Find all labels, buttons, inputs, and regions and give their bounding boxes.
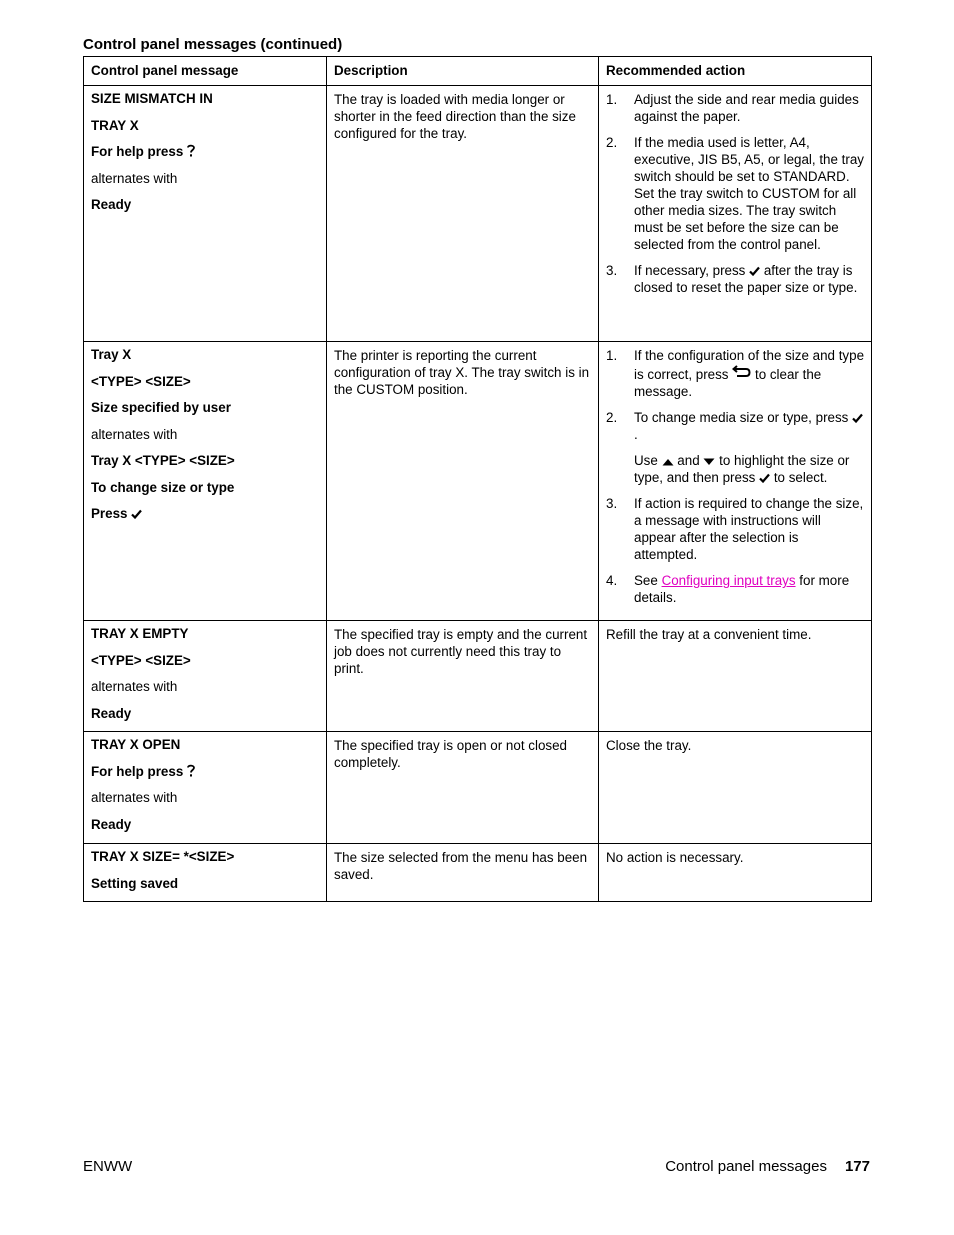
description-text: The specified tray is empty and the current job does not currently need this tray to print. xyxy=(334,627,588,676)
message-line xyxy=(91,764,320,781)
step-number: 2. xyxy=(606,135,618,150)
footer-section-title: Control panel messages xyxy=(665,1158,827,1175)
message-line: Size specified by user xyxy=(91,400,231,415)
help-icon xyxy=(187,144,195,157)
step-text: after the tray is closed to reset the paper size or type. xyxy=(634,263,858,295)
step-text: and xyxy=(677,453,700,468)
step-text: If necessary, press xyxy=(634,263,746,278)
step-text: If action is required to change the size, a message with instructions will appear after the selection is attempted. xyxy=(634,496,864,562)
message-line: <TYPE> <SIZE> xyxy=(91,373,191,389)
message-line: TRAY X OPEN xyxy=(91,737,181,752)
column-header-message: Control panel message xyxy=(84,57,327,86)
action-cell xyxy=(599,86,872,342)
description-cell xyxy=(327,621,599,732)
action-step xyxy=(606,409,865,486)
message-cell xyxy=(84,844,327,902)
checkmark-icon xyxy=(749,266,760,276)
step-number: 2. xyxy=(606,410,618,425)
step-number: 3. xyxy=(606,496,618,511)
step-number: 1. xyxy=(606,348,618,363)
table-row xyxy=(84,342,872,621)
message-line: Ready xyxy=(91,705,132,721)
description-cell xyxy=(327,732,599,844)
action-cell xyxy=(599,342,872,621)
action-step xyxy=(606,134,865,253)
message-cell xyxy=(84,86,327,342)
action-step xyxy=(606,91,865,125)
message-line xyxy=(91,144,320,161)
step-subtext xyxy=(634,452,865,486)
action-step xyxy=(606,262,865,296)
column-header-action: Recommended action xyxy=(599,57,872,86)
message-line: Tray X xyxy=(91,347,132,362)
description-cell xyxy=(327,342,599,621)
message-text: For help press xyxy=(91,763,184,779)
page-number: 177 xyxy=(844,1158,870,1175)
page-title: Control panel messages (continued) xyxy=(83,36,343,53)
message-line: alternates with xyxy=(91,679,178,694)
message-line xyxy=(91,506,320,523)
column-header-description: Description xyxy=(327,57,599,86)
description-text: The specified tray is open or not closed completely. xyxy=(334,738,567,770)
step-number: 1. xyxy=(606,92,618,107)
configuring-input-trays-link[interactable]: Configuring input trays xyxy=(661,573,796,588)
step-number: 4. xyxy=(606,573,618,588)
description-text: The printer is reporting the current configuration of tray X. The tray switch is in the CUSTOM position. xyxy=(334,348,590,397)
checkmark-icon xyxy=(852,413,863,423)
step-text: to highlight the size or type, and then press xyxy=(634,453,850,485)
step-text: Adjust the side and rear media guides against the paper. xyxy=(634,92,859,124)
message-line: Ready xyxy=(91,197,132,212)
message-line: TRAY X SIZE= *<SIZE> xyxy=(91,849,235,864)
step-text: for more details. xyxy=(634,573,850,605)
back-arrow-icon xyxy=(732,364,751,379)
message-line: Setting saved xyxy=(91,875,179,891)
step-text: to clear the message. xyxy=(634,367,822,399)
message-text: For help press xyxy=(91,144,184,159)
message-line: TRAY X EMPTY xyxy=(91,626,189,641)
down-arrow-icon xyxy=(703,458,715,466)
step-text: . xyxy=(634,427,638,442)
action-cell xyxy=(599,621,872,732)
footer-right xyxy=(665,1158,870,1175)
table-row xyxy=(84,621,872,732)
step-text: If the configuration of the size and type is correct, press xyxy=(634,348,865,382)
footer-left-label: ENWW xyxy=(83,1158,133,1175)
description-cell xyxy=(327,844,599,902)
table-row xyxy=(84,86,872,342)
message-line: alternates with xyxy=(91,790,178,805)
message-line: <TYPE> <SIZE> xyxy=(91,652,191,668)
message-cell xyxy=(84,621,327,732)
message-line: TRAY X xyxy=(91,117,139,133)
step-text: Use xyxy=(634,453,658,468)
description-text: The size selected from the menu has been saved. xyxy=(334,850,588,882)
table-header-row xyxy=(84,57,872,86)
up-arrow-icon xyxy=(662,458,674,466)
checkmark-icon xyxy=(131,509,142,519)
action-text: Close the tray. xyxy=(606,738,692,753)
action-step xyxy=(606,572,865,606)
description-cell xyxy=(327,86,599,342)
step-text: If the media used is letter, A4, executive, JIS B5, A5, or legal, the tray switch should be set to STANDARD. Set the tray switch to CUSTOM for all other media sizes. The tray switch must be set before the size can be selected from the control panel. xyxy=(634,135,864,252)
message-line: alternates with xyxy=(91,170,178,186)
step-text: See xyxy=(634,573,658,588)
message-line: Tray X <TYPE> <SIZE> xyxy=(91,453,235,468)
message-line: Ready xyxy=(91,816,132,832)
control-panel-messages-table xyxy=(83,56,872,902)
action-cell xyxy=(599,732,872,844)
step-text: To change media size or type, press xyxy=(634,410,849,425)
step-text: to select. xyxy=(773,470,828,485)
action-step xyxy=(606,495,865,563)
step-number: 3. xyxy=(606,263,618,278)
table-row xyxy=(84,844,872,902)
table-row xyxy=(84,732,872,844)
action-text: Refill the tray at a convenient time. xyxy=(606,627,812,642)
action-cell xyxy=(599,844,872,902)
message-line: To change size or type xyxy=(91,479,235,495)
action-text: No action is necessary. xyxy=(606,850,744,865)
action-step xyxy=(606,347,865,400)
checkmark-icon xyxy=(759,473,770,483)
help-icon xyxy=(187,764,195,777)
message-text: Press xyxy=(91,506,128,521)
description-text: The tray is loaded with media longer or shorter in the feed direction than the size configured for the tray. xyxy=(334,92,576,141)
message-line: SIZE MISMATCH IN xyxy=(91,91,213,106)
message-cell xyxy=(84,342,327,621)
message-cell xyxy=(84,732,327,844)
message-line: alternates with xyxy=(91,426,178,442)
